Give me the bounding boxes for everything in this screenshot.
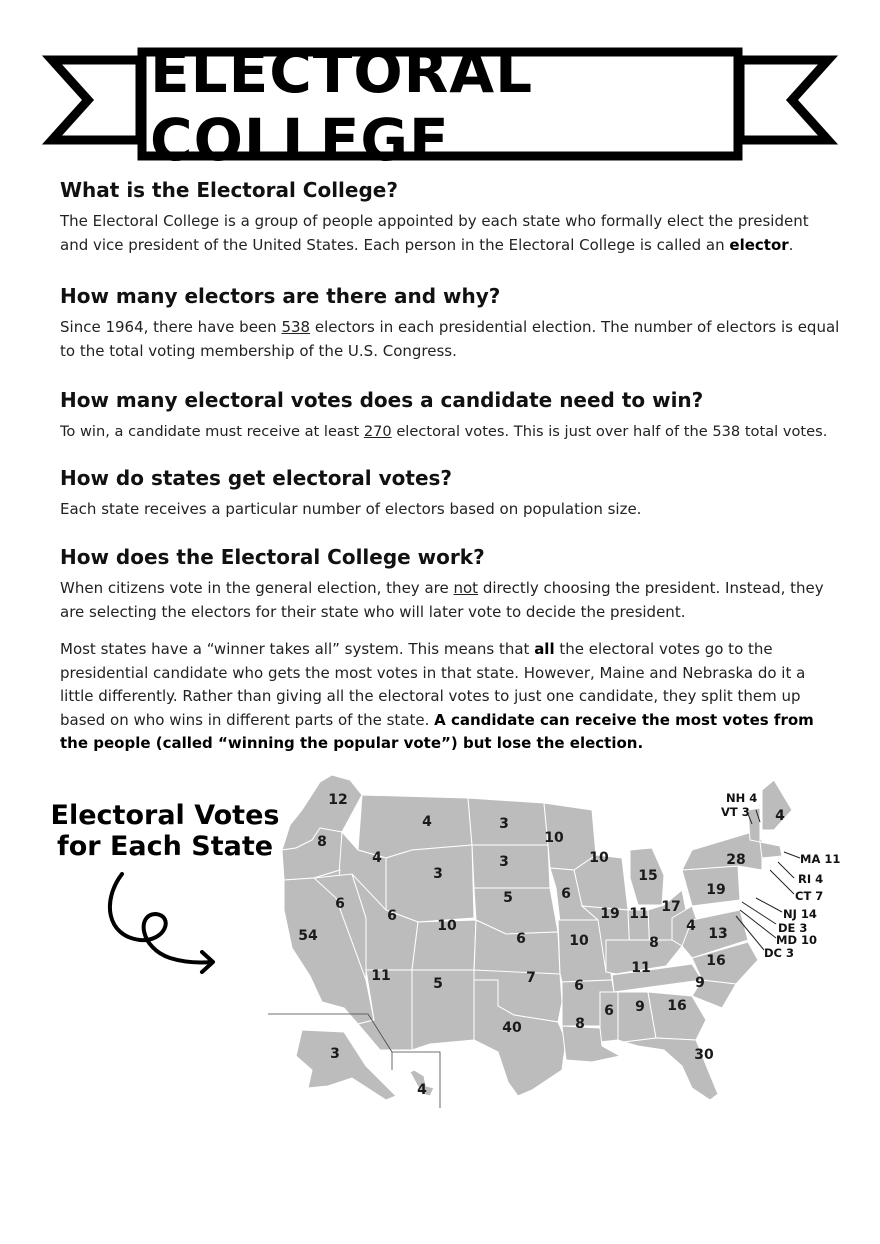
state-label-ak: 3 bbox=[330, 1046, 340, 1062]
state-label-al: 9 bbox=[635, 999, 645, 1015]
section-votes-to-win bbox=[60, 388, 840, 444]
state-label-la: 8 bbox=[575, 1016, 585, 1032]
state-shape-ma bbox=[760, 842, 782, 858]
state-label-id: 4 bbox=[372, 850, 382, 866]
callout-ri: RI 4 bbox=[798, 872, 824, 886]
section-heading: How many electoral votes does a candidate need to win? bbox=[60, 388, 704, 412]
callout-ma: MA 11 bbox=[800, 852, 841, 866]
callout-nj: NJ 14 bbox=[783, 907, 817, 921]
title-banner bbox=[0, 0, 880, 174]
popular-vote-note: A candidate can receive the most votes from the people (called “winning the popular vote”) but lose the election. bbox=[60, 710, 814, 752]
state-label-wv: 4 bbox=[686, 918, 696, 934]
state-label-oh: 17 bbox=[661, 899, 681, 915]
callout-vt: VT 3 bbox=[721, 805, 750, 819]
state-label-ms: 6 bbox=[604, 1003, 614, 1019]
page-title: ELECTORAL COLLEGE bbox=[150, 38, 534, 174]
section-text: Most states have a “winner takes all” system. This means that all the electoral votes go to the presidential candidate who gets the most votes in that state. However, Maine and Nebraska do it a little differently. Rather than giving all the electoral votes to just one candidate, they split them up based on who wins in different parts of the state. A candidate can receive the most votes from the people (called “winning the popular vote”) but lose the election. bbox=[60, 640, 814, 752]
section-text: Since 1964, there have been 538 electors in each presidential election. The number of electors is equal to the total voting membership of the U.S. Congress. bbox=[60, 318, 840, 360]
state-label-wa: 12 bbox=[328, 792, 348, 808]
state-shape-nm bbox=[412, 970, 474, 1050]
curly-arrow-icon bbox=[100, 870, 230, 980]
section-text: The Electoral College is a group of people appointed by each state who formally elect the president and vice president of the United States. Each person in the Electoral College is called an elector. bbox=[60, 212, 809, 254]
section-text: When citizens vote in the general election, they are not directly choosing the president. Instead, they are selecting the electors for their state who will later vote to decide the president. bbox=[60, 579, 824, 621]
state-label-tn: 11 bbox=[631, 960, 651, 976]
state-label-or: 8 bbox=[317, 834, 327, 850]
state-label-mi: 15 bbox=[638, 868, 658, 884]
state-shape-sd bbox=[472, 845, 550, 888]
state-label-fl: 30 bbox=[694, 1047, 714, 1063]
state-label-az: 11 bbox=[371, 968, 391, 984]
state-label-me: 4 bbox=[775, 808, 785, 824]
state-label-tx: 40 bbox=[502, 1020, 522, 1036]
callout-md: MD 10 bbox=[776, 933, 817, 947]
state-label-co: 10 bbox=[437, 918, 457, 934]
section-heading: How do states get electoral votes? bbox=[60, 466, 453, 490]
section-how-many-electors bbox=[60, 284, 840, 363]
state-label-il: 19 bbox=[600, 906, 620, 922]
state-label-wy: 3 bbox=[433, 866, 443, 882]
state-label-hi: 4 bbox=[417, 1082, 427, 1098]
map-title: Electoral Votes for Each State bbox=[50, 800, 280, 862]
state-label-ar: 6 bbox=[574, 978, 584, 994]
state-label-ks: 6 bbox=[516, 931, 526, 947]
state-shape-vt-nh bbox=[748, 808, 760, 842]
state-label-nd: 3 bbox=[499, 816, 509, 832]
section-text: To win, a candidate must receive at least 270 electoral votes. This is just over half of the 538 total votes. bbox=[60, 423, 828, 440]
state-label-ga: 16 bbox=[667, 998, 687, 1014]
state-label-ok: 7 bbox=[526, 970, 536, 986]
emphasis-not: not bbox=[453, 579, 479, 597]
state-label-sd: 3 bbox=[499, 854, 509, 870]
state-label-nc: 16 bbox=[706, 953, 726, 969]
state-label-ia: 6 bbox=[561, 886, 571, 902]
votes-needed: 270 bbox=[363, 423, 392, 440]
section-what-is bbox=[60, 178, 840, 257]
callout-dc: DC 3 bbox=[764, 946, 794, 960]
callout-de: DE 3 bbox=[778, 921, 808, 935]
section-states-votes bbox=[60, 466, 840, 522]
state-label-mn: 10 bbox=[544, 830, 564, 846]
section-how-it-works bbox=[60, 545, 840, 756]
emphasis-all: all bbox=[534, 640, 555, 658]
state-label-ky: 8 bbox=[649, 935, 659, 951]
state-label-sc: 9 bbox=[695, 975, 705, 991]
state-label-pa: 19 bbox=[706, 882, 726, 898]
state-label-ny: 28 bbox=[726, 852, 746, 868]
state-label-va: 13 bbox=[708, 926, 728, 942]
state-label-mo: 10 bbox=[569, 933, 589, 949]
term-elector: elector bbox=[729, 235, 789, 254]
state-shape-wy bbox=[386, 845, 474, 922]
section-heading: How many electors are there and why? bbox=[60, 284, 501, 308]
callout-ct: CT 7 bbox=[795, 889, 824, 903]
state-label-in: 11 bbox=[629, 906, 649, 922]
section-heading: How does the Electoral College work? bbox=[60, 545, 485, 569]
callout-nh: NH 4 bbox=[726, 791, 758, 805]
state-label-ut: 6 bbox=[387, 908, 397, 924]
state-label-wi: 10 bbox=[589, 850, 609, 866]
state-label-ne: 5 bbox=[503, 890, 513, 906]
state-label-mt: 4 bbox=[422, 814, 432, 830]
state-label-nm: 5 bbox=[433, 976, 443, 992]
state-label-ca: 54 bbox=[298, 928, 318, 944]
electors-total: 538 bbox=[281, 318, 311, 336]
section-heading: What is the Electoral College? bbox=[60, 178, 398, 202]
section-text: Each state receives a particular number of electors based on population size. bbox=[60, 500, 642, 518]
state-label-nv: 6 bbox=[335, 896, 345, 912]
us-electoral-map bbox=[262, 770, 850, 1115]
